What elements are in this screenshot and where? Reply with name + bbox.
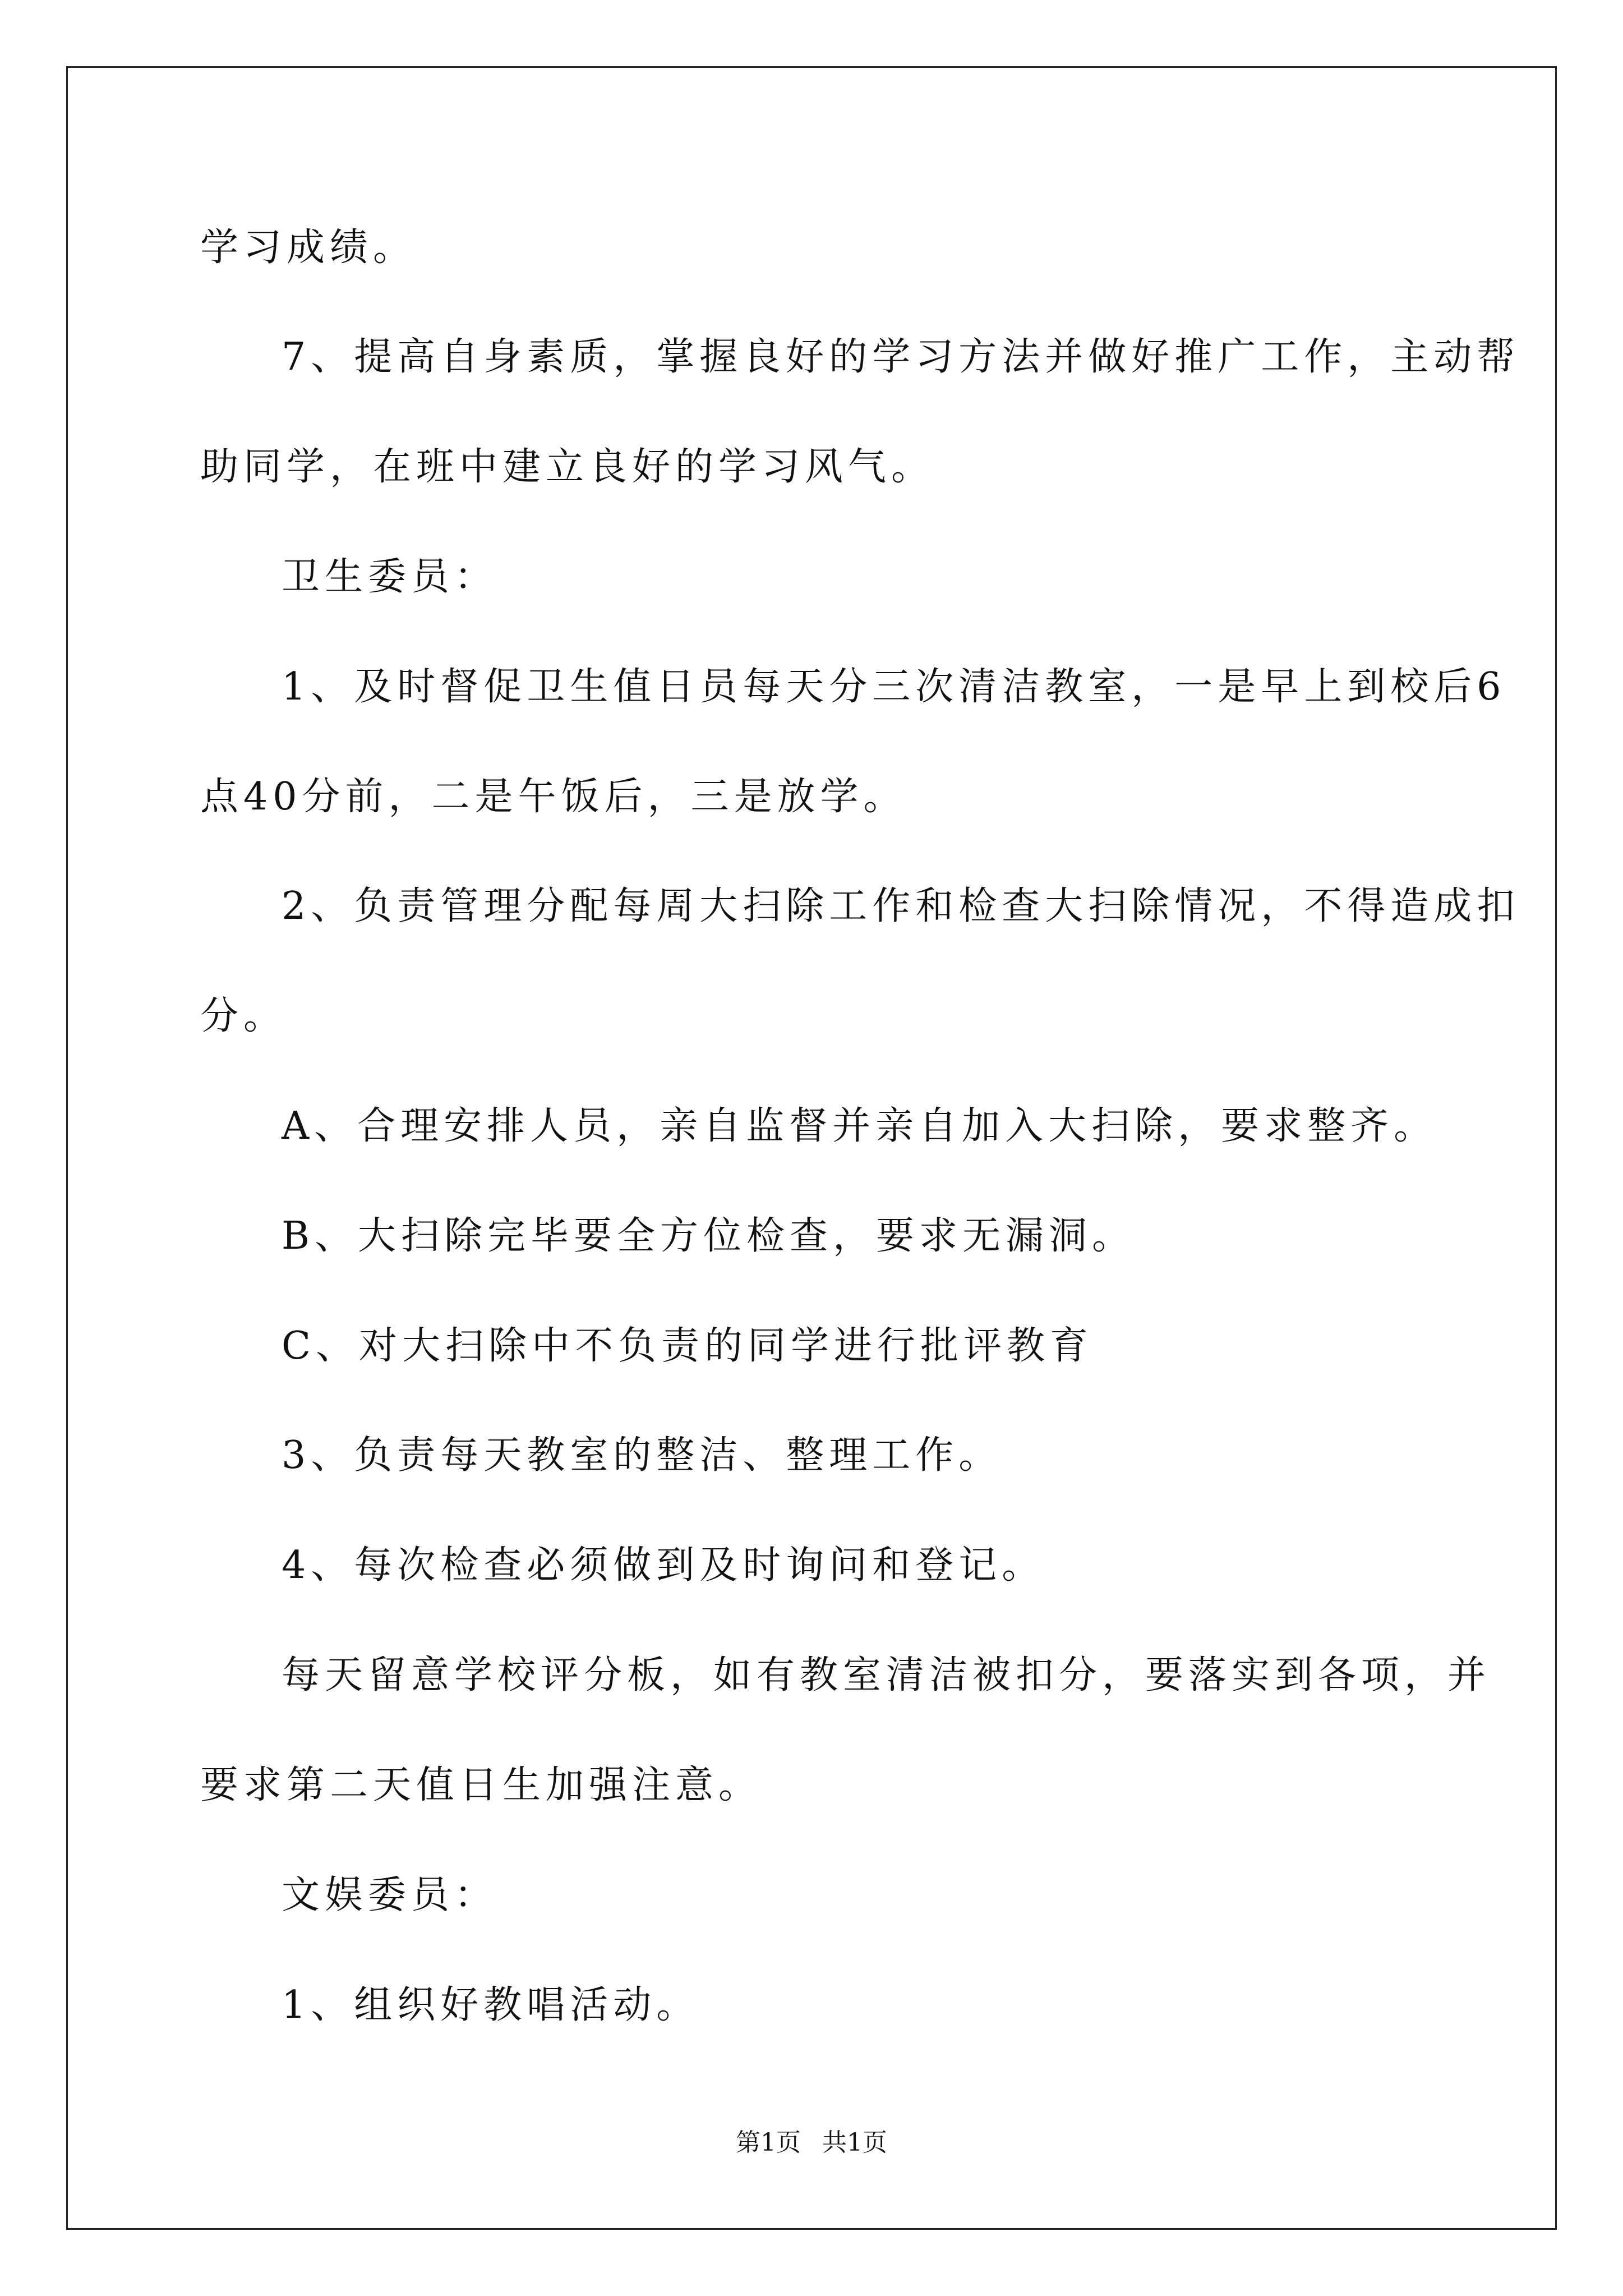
page-number: 第1页 [736,2128,801,2157]
page-total: 共1页 [822,2128,887,2157]
paragraph-line: C、对大扫除中不负责的同学进行批评教育 [282,1324,1094,1368]
paragraph-line: 3、负责每天教室的整洁、整理工作。 [282,1433,1002,1478]
paragraph-line: B、大扫除完毕要全方位检查，要求无漏洞。 [282,1214,1135,1258]
paragraph-line: 7、提高自身素质，掌握良好的学习方法并做好推广工作，主动帮 [282,335,1520,379]
paragraph-line: 2、负责管理分配每周大扫除工作和检查大扫除情况，不得造成扣 [282,884,1520,928]
section-heading: 文娱委员： [282,1873,498,1917]
paragraph-line: 1、及时督促卫生值日员每天分三次清洁教室，一是早上到校后6 [282,665,1506,709]
page-footer [0,2127,1623,2159]
paragraph-line: 4、每次检查必须做到及时询问和登记。 [282,1543,1045,1588]
paragraph-line: A、合理安排人员，亲自监督并亲自加入大扫除，要求整齐。 [282,1104,1437,1148]
paragraph-line: 点40分前，二是午饭后，三是放学。 [200,775,907,819]
section-heading: 卫生委员： [282,555,498,599]
paragraph-line: 助同学，在班中建立良好的学习风气。 [200,445,935,489]
paragraph-line: 分。 [200,994,287,1038]
paragraph-line: 要求第二天值日生加强注意。 [200,1763,762,1807]
paragraph-line: 每天留意学校评分板，如有教室清洁被扣分，要落实到各项，并 [282,1653,1491,1697]
paragraph-line: 1、组织好教唱活动。 [282,1983,700,2027]
paragraph-line: 学习成绩。 [200,226,417,270]
